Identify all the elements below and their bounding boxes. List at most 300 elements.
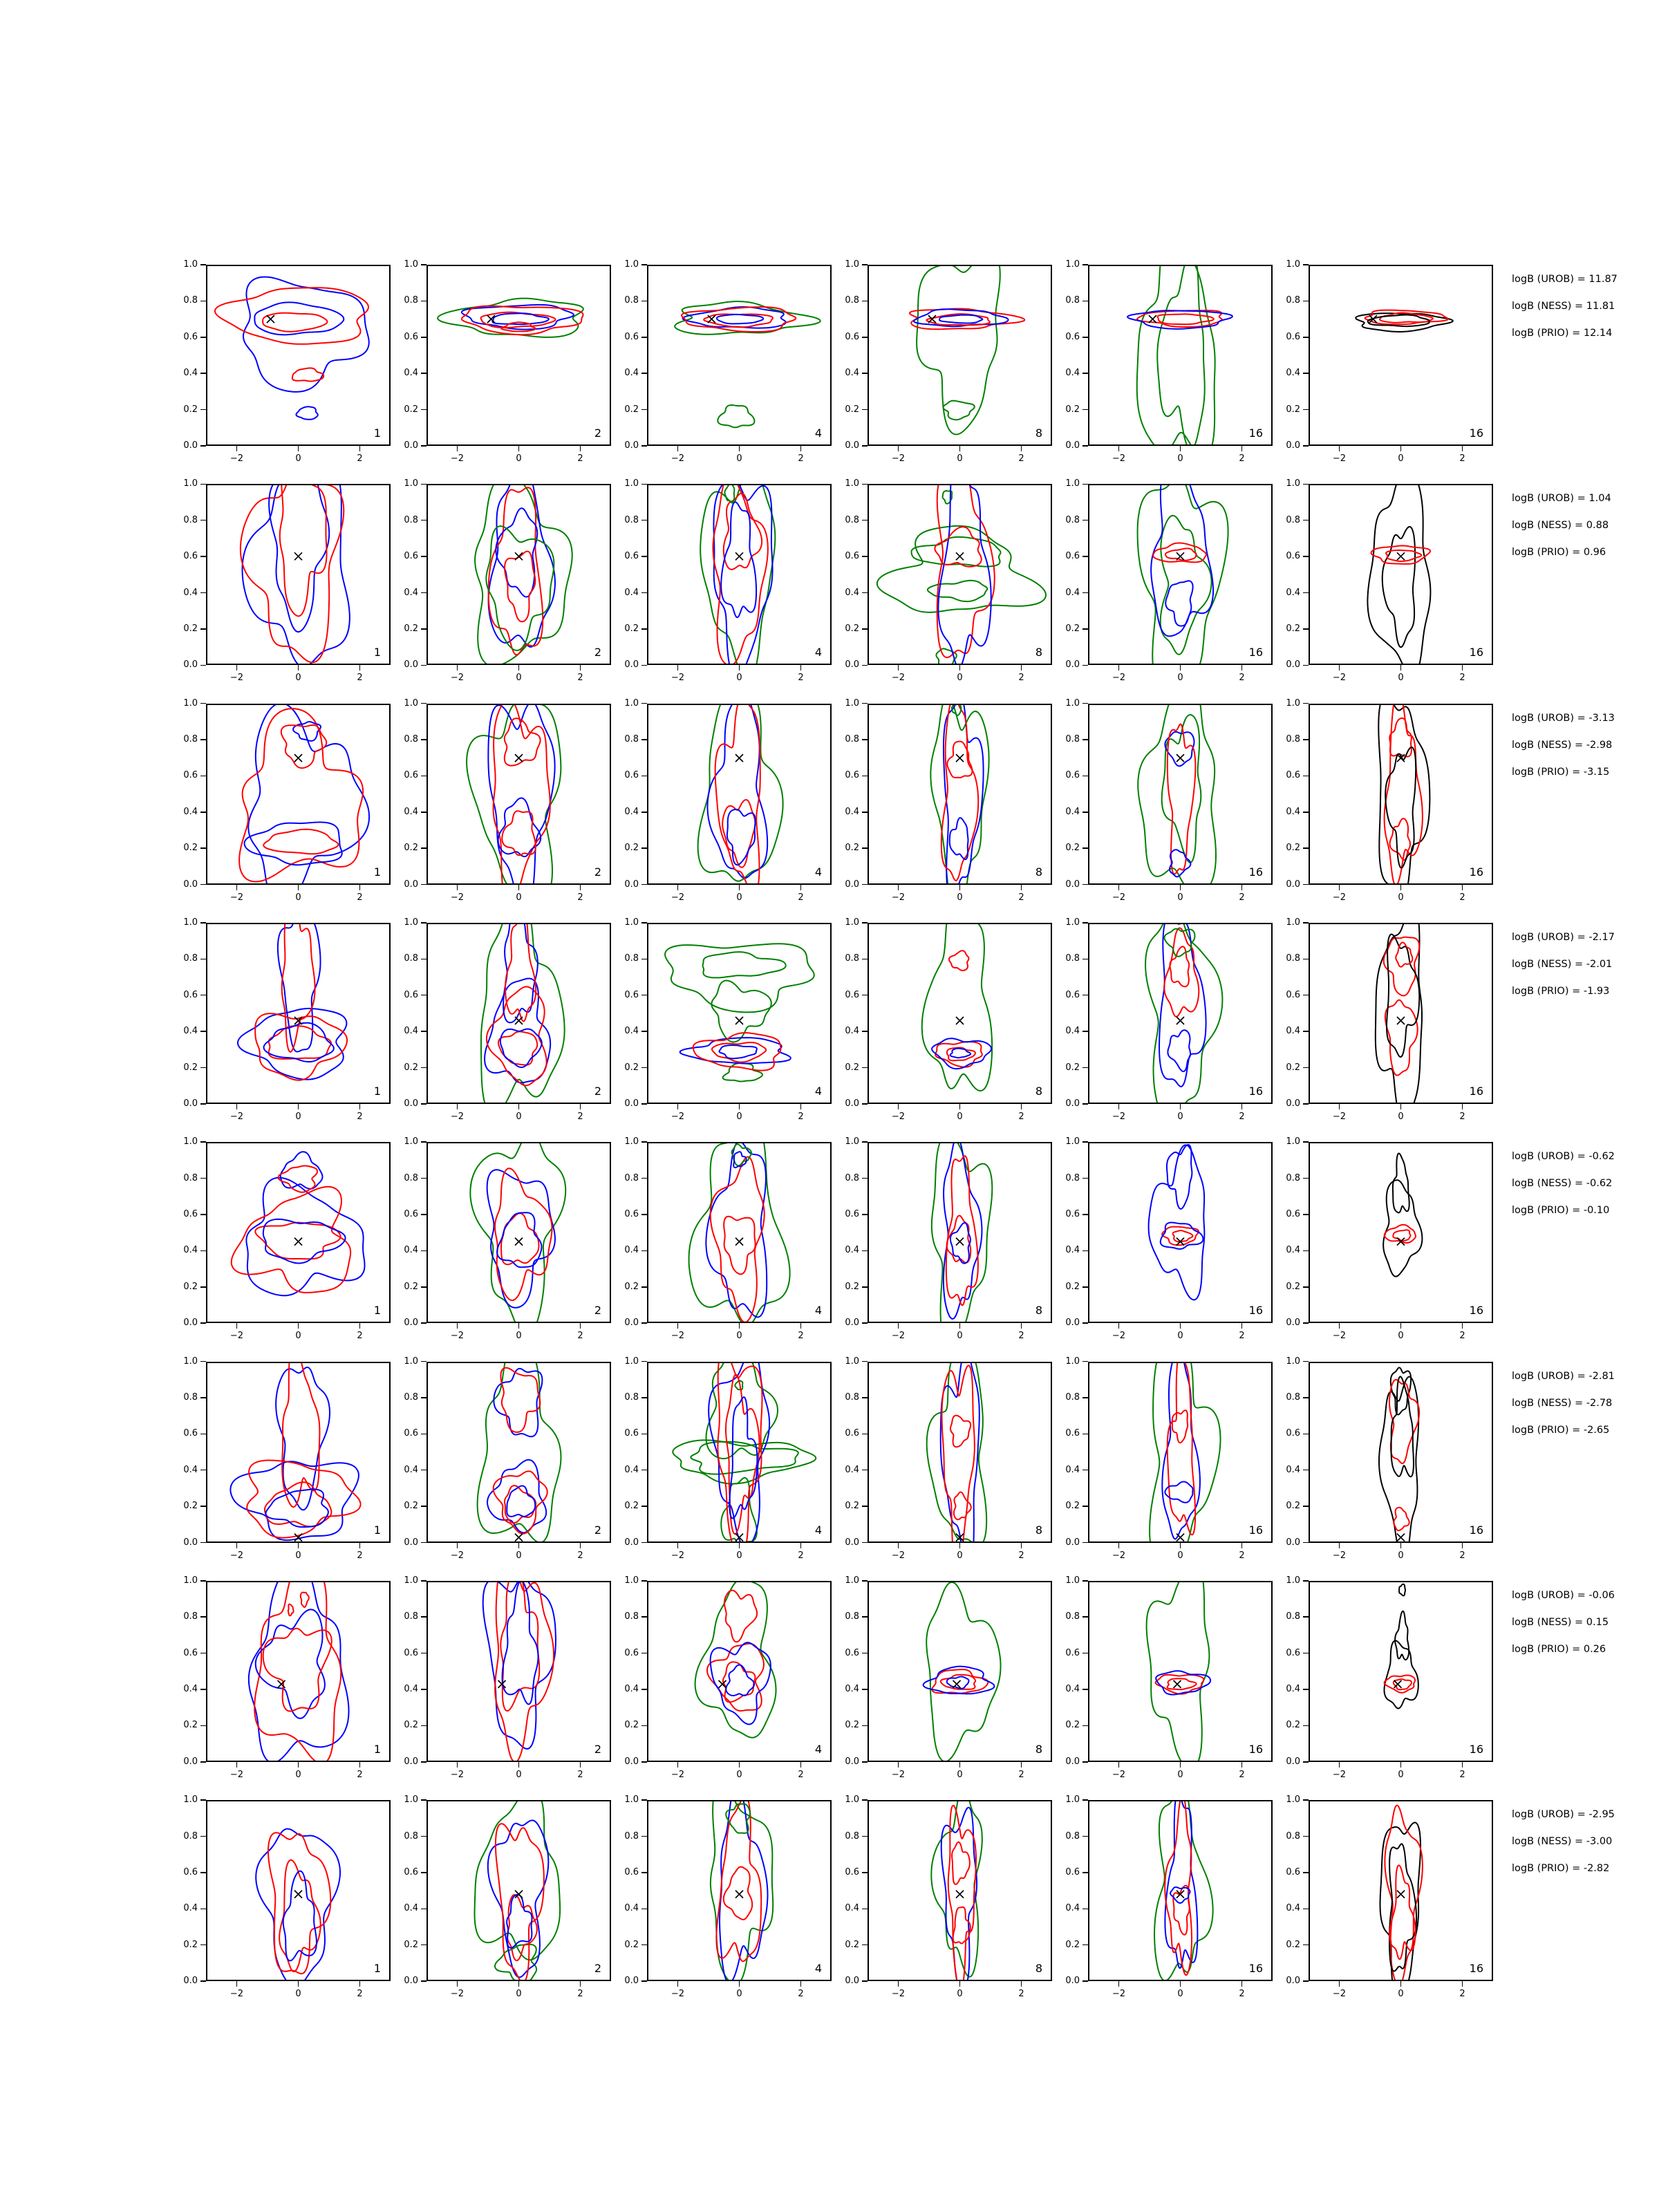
- contour-canvas: [1088, 265, 1273, 446]
- y-tick-label: 0.0: [183, 659, 198, 671]
- y-tick-label: 0.0: [1065, 1976, 1080, 1987]
- y-tick-mark: [200, 301, 206, 302]
- y-tick-mark: [421, 1653, 427, 1654]
- y-tick-label: 0.4: [1065, 368, 1080, 379]
- y-tick-label: 1.0: [1065, 1356, 1080, 1367]
- contour-canvas: [427, 1581, 611, 1762]
- y-tick-mark: [200, 1470, 206, 1471]
- axes-frame: [1089, 704, 1272, 884]
- y-tick-label: 1.0: [404, 1356, 418, 1367]
- y-tick-mark: [1303, 1361, 1309, 1362]
- y-tick-label: 0.6: [183, 1647, 198, 1658]
- contour-line: [254, 302, 344, 335]
- y-tick-label: 0.0: [845, 1318, 859, 1329]
- contour-canvas: [206, 484, 391, 665]
- contour-line: [724, 1590, 757, 1642]
- y-tick-label: 0.2: [1065, 404, 1080, 415]
- y-tick-mark: [641, 373, 647, 374]
- x-tick-label: 0: [1177, 1550, 1183, 1561]
- x-tick-label: 0: [516, 1989, 522, 2000]
- y-tick-mark: [1303, 739, 1309, 740]
- y-tick-mark: [641, 1141, 647, 1143]
- x-tick-label: 0: [1177, 453, 1183, 464]
- y-tick-mark: [1082, 1470, 1088, 1471]
- contour-canvas: [1088, 1362, 1273, 1543]
- y-tick-label: 0.6: [404, 770, 418, 781]
- y-tick-label: 0.8: [183, 1830, 198, 1841]
- contour-line: [507, 1895, 532, 1948]
- subplot-r4c5: [1088, 923, 1273, 1104]
- contour-line: [949, 950, 969, 971]
- x-tick-mark: [359, 665, 361, 671]
- y-tick-mark: [200, 665, 206, 666]
- panel-count-label: 1: [373, 1523, 381, 1537]
- x-tick-label: 0: [516, 673, 522, 684]
- contour-line: [239, 709, 363, 881]
- logB-annotation: logB (UROB) = -3.13: [1512, 712, 1615, 724]
- y-tick-mark: [1303, 445, 1309, 447]
- y-tick-label: 1.0: [404, 259, 418, 270]
- axes-frame: [427, 485, 610, 664]
- y-tick-mark: [421, 1103, 427, 1105]
- panel-count-label: 16: [1248, 865, 1263, 879]
- y-tick-mark: [862, 628, 868, 630]
- contour-line: [263, 313, 327, 332]
- y-tick-label: 0.8: [845, 953, 859, 964]
- y-tick-mark: [1082, 1725, 1088, 1727]
- y-tick-label: 0.0: [183, 440, 198, 451]
- y-tick-mark: [1303, 1434, 1309, 1435]
- x-tick-label: −2: [891, 1989, 906, 2000]
- x-tick-mark: [580, 1323, 581, 1329]
- y-tick-label: 1.0: [404, 478, 418, 489]
- contour-line: [483, 1581, 556, 1749]
- x-tick-mark: [518, 1104, 520, 1109]
- subplot-r3c5: [1088, 704, 1273, 885]
- axes-frame: [1309, 265, 1492, 445]
- y-tick-label: 0.4: [404, 1903, 418, 1914]
- y-tick-mark: [1303, 520, 1309, 521]
- y-tick-mark: [641, 301, 647, 302]
- y-tick-label: 1.0: [845, 697, 859, 709]
- y-tick-label: 0.6: [404, 1647, 418, 1658]
- y-tick-mark: [1082, 922, 1088, 924]
- x-tick-label: 2: [1459, 673, 1465, 684]
- y-tick-label: 0.4: [845, 1684, 859, 1694]
- contour-line: [939, 315, 982, 324]
- y-tick-mark: [862, 1250, 868, 1252]
- y-tick-mark: [200, 1689, 206, 1690]
- y-tick-mark: [200, 776, 206, 777]
- x-tick-mark: [298, 1104, 299, 1109]
- y-tick-label: 0.4: [404, 1464, 418, 1475]
- y-tick-label: 1.0: [624, 1575, 639, 1586]
- y-tick-mark: [641, 1103, 647, 1105]
- y-tick-label: 0.8: [404, 953, 418, 964]
- y-tick-mark: [1082, 847, 1088, 849]
- y-tick-mark: [862, 1434, 868, 1435]
- x-tick-mark: [1180, 1104, 1181, 1109]
- x-tick-mark: [1021, 1981, 1022, 1987]
- contour-line: [1168, 1362, 1195, 1535]
- y-tick-mark: [641, 1725, 647, 1727]
- x-tick-mark: [677, 1323, 679, 1329]
- x-tick-label: 0: [295, 1989, 301, 2000]
- x-tick-label: 0: [957, 1989, 963, 2000]
- axes-frame: [868, 704, 1051, 884]
- x-tick-mark: [359, 1981, 361, 1987]
- y-tick-label: 0.2: [624, 843, 639, 854]
- x-tick-label: 2: [1018, 1769, 1024, 1780]
- contour-canvas: [1309, 704, 1493, 885]
- y-tick-label: 0.0: [1286, 1756, 1300, 1767]
- y-tick-mark: [862, 373, 868, 374]
- x-tick-label: 0: [1398, 892, 1404, 903]
- contour-canvas: [427, 1362, 611, 1543]
- y-tick-label: 0.6: [845, 331, 859, 342]
- y-tick-mark: [1082, 1761, 1088, 1763]
- y-tick-label: 0.8: [1286, 734, 1300, 744]
- subplot-r3c6: [1309, 704, 1493, 885]
- x-marker: [956, 754, 964, 762]
- x-tick-mark: [298, 1981, 299, 1987]
- x-tick-label: 2: [1239, 1769, 1245, 1780]
- y-tick-label: 0.2: [1065, 1501, 1080, 1512]
- y-tick-mark: [1082, 1250, 1088, 1252]
- y-tick-mark: [862, 995, 868, 996]
- x-tick-mark: [739, 1981, 740, 1987]
- x-tick-label: −2: [450, 1989, 465, 2000]
- x-marker: [956, 1891, 964, 1898]
- axes-frame: [648, 265, 831, 445]
- x-tick-mark: [1339, 1104, 1340, 1109]
- y-tick-mark: [1303, 1322, 1309, 1324]
- x-tick-label: 0: [736, 892, 742, 903]
- contour-canvas: [868, 484, 1052, 665]
- x-tick-label: −2: [450, 1769, 465, 1780]
- x-tick-mark: [1021, 1104, 1022, 1109]
- x-tick-mark: [457, 1981, 458, 1987]
- y-tick-label: 0.4: [845, 1903, 859, 1914]
- y-tick-mark: [200, 556, 206, 557]
- y-tick-mark: [1303, 1836, 1309, 1837]
- axes-frame: [1309, 1362, 1492, 1542]
- logB-annotation: logB (PRIO) = -3.15: [1512, 766, 1610, 778]
- x-tick-label: −2: [229, 1550, 244, 1561]
- x-marker: [515, 553, 523, 561]
- x-tick-label: 0: [1398, 673, 1404, 684]
- y-tick-mark: [200, 739, 206, 740]
- y-tick-mark: [421, 1542, 427, 1544]
- y-tick-mark: [862, 409, 868, 411]
- y-tick-mark: [1082, 1872, 1088, 1873]
- contour-line: [263, 1629, 332, 1712]
- y-tick-label: 0.0: [624, 659, 639, 671]
- contour-canvas: [1088, 704, 1273, 885]
- panel-count-label: 16: [1469, 1523, 1483, 1537]
- x-tick-mark: [898, 1762, 899, 1768]
- y-tick-label: 1.0: [1286, 259, 1300, 270]
- axes-frame: [427, 265, 610, 445]
- y-tick-mark: [200, 445, 206, 447]
- y-tick-mark: [641, 1653, 647, 1654]
- y-tick-label: 0.8: [624, 1611, 639, 1622]
- x-tick-label: −2: [1112, 1111, 1126, 1122]
- y-tick-label: 0.0: [624, 879, 639, 890]
- contour-line: [706, 1362, 778, 1459]
- y-tick-mark: [641, 739, 647, 740]
- contour-line: [723, 1662, 755, 1702]
- y-tick-label: 0.6: [624, 1209, 639, 1219]
- y-tick-label: 0.8: [183, 1391, 198, 1403]
- x-marker: [1174, 1680, 1181, 1688]
- y-tick-label: 1.0: [845, 917, 859, 928]
- y-tick-mark: [200, 373, 206, 374]
- contour-line: [1394, 1507, 1409, 1530]
- y-tick-label: 1.0: [404, 1794, 418, 1806]
- y-tick-label: 1.0: [624, 1356, 639, 1367]
- x-tick-label: 0: [957, 1111, 963, 1122]
- contour-canvas: [427, 1800, 611, 1981]
- y-tick-mark: [641, 995, 647, 996]
- y-tick-mark: [1082, 1067, 1088, 1069]
- y-tick-label: 0.2: [845, 623, 859, 634]
- y-tick-mark: [862, 1580, 868, 1582]
- x-tick-label: −2: [1112, 453, 1126, 464]
- y-tick-label: 0.6: [624, 989, 639, 1000]
- logB-annotation: logB (PRIO) = 0.96: [1512, 547, 1606, 559]
- y-tick-mark: [641, 484, 647, 485]
- y-tick-label: 0.0: [1286, 1098, 1300, 1109]
- y-tick-label: 0.2: [845, 1939, 859, 1950]
- y-tick-label: 0.0: [1286, 879, 1300, 890]
- y-tick-label: 0.8: [404, 1830, 418, 1841]
- x-tick-label: −2: [229, 453, 244, 464]
- contour-line: [717, 315, 763, 324]
- y-tick-label: 0.8: [1065, 734, 1080, 744]
- subplot-r2c3: [647, 484, 832, 665]
- y-tick-label: 0.6: [1065, 1428, 1080, 1439]
- y-tick-label: 1.0: [1286, 917, 1300, 928]
- contour-line: [877, 526, 1046, 612]
- x-tick-label: 2: [577, 1550, 583, 1561]
- y-tick-label: 0.0: [1065, 659, 1080, 671]
- y-tick-label: 0.2: [404, 1062, 418, 1073]
- y-tick-label: 0.4: [624, 1026, 639, 1037]
- y-tick-label: 0.8: [845, 1611, 859, 1622]
- y-tick-mark: [421, 592, 427, 594]
- logB-annotation: logB (UROB) = -2.81: [1512, 1370, 1615, 1382]
- contour-line: [1399, 1584, 1405, 1595]
- y-tick-mark: [641, 409, 647, 411]
- y-tick-label: 0.0: [624, 1098, 639, 1109]
- contour-canvas: [1088, 484, 1273, 665]
- y-tick-label: 0.2: [1286, 1281, 1300, 1292]
- y-tick-label: 0.6: [845, 1428, 859, 1439]
- y-tick-mark: [200, 1725, 206, 1727]
- y-tick-mark: [1082, 1944, 1088, 1946]
- x-tick-label: −2: [1332, 1989, 1347, 2000]
- x-tick-label: 2: [1239, 1331, 1245, 1342]
- x-tick-mark: [1180, 885, 1181, 890]
- x-tick-label: 2: [357, 673, 363, 684]
- y-tick-mark: [641, 1616, 647, 1618]
- x-tick-mark: [359, 1543, 361, 1548]
- y-tick-label: 1.0: [404, 917, 418, 928]
- y-tick-mark: [641, 1434, 647, 1435]
- contour-canvas: [647, 484, 832, 665]
- contour-line: [1393, 1230, 1410, 1241]
- y-tick-label: 0.0: [183, 879, 198, 890]
- y-tick-mark: [862, 1470, 868, 1471]
- logB-annotation: logB (NESS) = -3.00: [1512, 1836, 1613, 1848]
- x-marker: [735, 1891, 743, 1898]
- y-tick-mark: [1303, 409, 1309, 411]
- y-tick-mark: [200, 995, 206, 996]
- contour-line: [1159, 923, 1206, 1087]
- y-tick-mark: [862, 1178, 868, 1179]
- x-tick-mark: [1118, 885, 1120, 890]
- contour-line: [498, 798, 541, 856]
- x-tick-label: −2: [450, 673, 465, 684]
- y-tick-label: 1.0: [845, 1356, 859, 1367]
- panel-count-label: 16: [1469, 1304, 1483, 1318]
- y-tick-label: 0.2: [1065, 1720, 1080, 1731]
- x-tick-mark: [236, 1762, 238, 1768]
- panel-count-label: 2: [594, 1304, 601, 1318]
- y-tick-label: 0.2: [1065, 1281, 1080, 1292]
- y-tick-mark: [421, 484, 427, 485]
- contour-canvas: [868, 265, 1052, 446]
- y-tick-mark: [1303, 1103, 1309, 1105]
- contour-line: [946, 1156, 978, 1305]
- y-tick-mark: [862, 337, 868, 338]
- x-tick-mark: [1339, 665, 1340, 671]
- x-tick-mark: [359, 885, 361, 890]
- panel-count-label: 16: [1248, 1962, 1263, 1976]
- panel-count-label: 4: [814, 1742, 822, 1756]
- contour-canvas: [647, 923, 832, 1104]
- x-tick-mark: [1462, 885, 1463, 890]
- y-tick-mark: [641, 445, 647, 447]
- y-tick-label: 0.6: [845, 1647, 859, 1658]
- y-tick-mark: [421, 628, 427, 630]
- x-tick-mark: [739, 1543, 740, 1548]
- x-tick-mark: [1462, 1104, 1463, 1109]
- contour-canvas: [427, 1142, 611, 1323]
- panel-count-label: 2: [594, 646, 601, 659]
- y-tick-label: 1.0: [404, 1136, 418, 1147]
- panel-count-label: 4: [814, 1084, 822, 1098]
- y-tick-mark: [862, 1980, 868, 1982]
- y-tick-mark: [1303, 1616, 1309, 1618]
- y-tick-mark: [1303, 1067, 1309, 1069]
- y-tick-label: 0.8: [183, 1172, 198, 1183]
- y-tick-mark: [1082, 1980, 1088, 1982]
- subplot-r4c3: [647, 923, 832, 1104]
- x-tick-mark: [739, 665, 740, 671]
- contour-line: [718, 405, 754, 427]
- y-tick-label: 0.2: [404, 1720, 418, 1731]
- y-tick-label: 1.0: [183, 259, 198, 270]
- logB-annotation: logB (PRIO) = 0.26: [1512, 1643, 1606, 1655]
- contour-line: [932, 1142, 992, 1323]
- y-tick-label: 0.8: [404, 514, 418, 525]
- y-tick-label: 0.8: [183, 1611, 198, 1622]
- axes-frame: [1309, 924, 1492, 1103]
- y-tick-mark: [421, 703, 427, 704]
- panel-count-label: 8: [1035, 1523, 1042, 1537]
- axes-frame: [868, 924, 1051, 1103]
- y-tick-mark: [1303, 592, 1309, 594]
- logB-annotation: logB (NESS) = 11.81: [1512, 301, 1615, 312]
- x-tick-label: −2: [671, 1769, 685, 1780]
- y-tick-label: 0.6: [1286, 1428, 1300, 1439]
- y-tick-mark: [200, 1434, 206, 1435]
- axes-frame: [427, 1582, 610, 1761]
- y-tick-label: 0.8: [404, 1172, 418, 1183]
- contour-line: [726, 1665, 754, 1696]
- y-tick-mark: [862, 1653, 868, 1654]
- logB-annotation: logB (PRIO) = -2.65: [1512, 1424, 1610, 1436]
- panel-count-label: 1: [373, 1962, 381, 1976]
- y-tick-mark: [1303, 995, 1309, 996]
- y-tick-mark: [641, 884, 647, 885]
- y-tick-label: 0.8: [845, 734, 859, 744]
- x-tick-mark: [580, 1104, 581, 1109]
- x-tick-mark: [1462, 1981, 1463, 1987]
- contour-line: [1385, 1806, 1422, 1981]
- y-tick-label: 0.4: [404, 587, 418, 598]
- contour-canvas: [647, 1581, 832, 1762]
- panel-count-label: 16: [1248, 427, 1263, 440]
- x-tick-mark: [898, 1543, 899, 1548]
- x-tick-label: 2: [577, 1331, 583, 1342]
- y-tick-mark: [421, 1506, 427, 1507]
- y-tick-label: 1.0: [624, 697, 639, 709]
- y-tick-mark: [421, 1689, 427, 1690]
- y-tick-mark: [421, 1397, 427, 1398]
- y-tick-label: 0.0: [1065, 1537, 1080, 1548]
- subplot-r1c6: [1309, 265, 1493, 446]
- x-tick-mark: [739, 1762, 740, 1768]
- y-tick-mark: [862, 776, 868, 777]
- y-tick-label: 0.4: [404, 1245, 418, 1256]
- x-tick-label: 0: [295, 1550, 301, 1561]
- x-tick-label: 2: [357, 1550, 363, 1561]
- x-marker: [1397, 1891, 1405, 1898]
- y-tick-mark: [862, 1103, 868, 1105]
- y-tick-label: 0.2: [183, 1281, 198, 1292]
- y-tick-label: 0.4: [404, 368, 418, 379]
- contour-line: [498, 1031, 537, 1065]
- panel-count-label: 16: [1248, 1742, 1263, 1756]
- contour-line: [245, 822, 342, 865]
- x-tick-label: −2: [891, 1111, 906, 1122]
- y-tick-mark: [862, 301, 868, 302]
- axes-frame: [1309, 1143, 1492, 1322]
- x-tick-mark: [1462, 1762, 1463, 1768]
- y-tick-mark: [862, 520, 868, 521]
- y-tick-label: 1.0: [845, 1794, 859, 1806]
- contour-canvas: [206, 704, 391, 885]
- x-tick-label: −2: [891, 1550, 906, 1561]
- y-tick-label: 0.4: [1286, 1684, 1300, 1694]
- y-tick-label: 0.0: [404, 1756, 418, 1767]
- y-tick-label: 0.2: [404, 623, 418, 634]
- y-tick-mark: [1303, 1031, 1309, 1032]
- y-tick-mark: [421, 1980, 427, 1982]
